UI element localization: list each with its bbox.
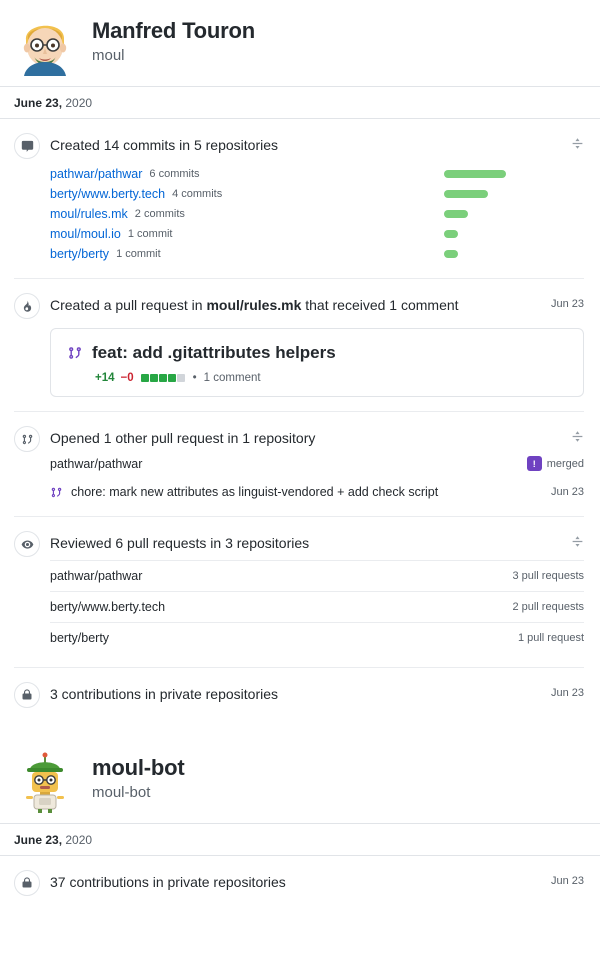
timeline	[0, 119, 600, 719]
commit-bar	[444, 170, 506, 178]
collapse-icon[interactable]	[571, 428, 584, 448]
profile-text	[92, 14, 255, 68]
commit-count: 2 commits	[134, 208, 185, 220]
timeline-item-created-pr	[14, 278, 584, 411]
private-contributions-title: 3 contributions in private repositories	[50, 686, 279, 702]
timeline-item-commits	[14, 119, 584, 278]
lock-icon	[14, 870, 40, 896]
pr-card-title[interactable]: feat: add .gitattributes helpers	[92, 343, 336, 362]
timeline-item-header	[50, 872, 584, 893]
diff-block	[177, 374, 185, 382]
reviewed-repo-row	[50, 560, 584, 591]
opened-pr-repo[interactable]: pathwar/pathwar	[50, 456, 143, 471]
commit-repo-link[interactable]: berty/berty	[50, 247, 110, 261]
avatar[interactable]	[14, 14, 76, 76]
opened-pr-title-text[interactable]: chore: mark new attributes as linguist-vendored + add check script	[71, 485, 439, 499]
timeline-item-header	[50, 684, 584, 705]
meta-separator: •	[192, 372, 197, 384]
eye-icon	[14, 531, 40, 557]
commit-push-icon	[14, 133, 40, 159]
pr-additions: +14	[95, 372, 115, 384]
diff-block	[159, 374, 167, 382]
commit-bar	[444, 190, 488, 198]
reviewed-title: Reviewed 6 pull requests in 3 repositories	[50, 535, 310, 551]
reviewed-count: 3 pull requests	[512, 570, 584, 582]
commit-count: 6 commits	[149, 168, 200, 180]
timeline-item-reviewed	[14, 516, 584, 667]
timeline-item-header	[50, 295, 584, 316]
date-year: 2020	[65, 833, 93, 847]
reviewed-count: 2 pull requests	[512, 601, 584, 613]
commit-count: 1 commit	[116, 248, 161, 260]
pr-comment-count: 1 comment	[203, 372, 261, 384]
commit-count: 1 commit	[127, 228, 173, 240]
timeline-item-private	[14, 667, 584, 719]
commit-row	[50, 224, 584, 244]
timeline-item-private	[14, 856, 584, 907]
reviewed-repo-row	[50, 622, 584, 653]
diff-blocks	[141, 374, 186, 382]
commits-count: 14 commits	[103, 137, 176, 153]
merged-badge-icon: !	[527, 456, 542, 471]
profile-login[interactable]: moul-bot	[92, 784, 151, 802]
git-pull-request-icon	[67, 345, 83, 361]
avatar[interactable]	[14, 751, 76, 813]
timeline-item-opened-pr	[14, 411, 584, 516]
private-contributions-when: Jun 23	[550, 687, 584, 699]
git-pull-request-icon	[14, 426, 40, 452]
date-year: 2020	[65, 96, 93, 110]
commit-row	[50, 184, 584, 204]
commit-bar-wrap	[444, 210, 584, 218]
commits-repo-count: 5 repositories	[193, 137, 279, 153]
profile-header	[0, 0, 600, 86]
profile-name[interactable]: moul-bot	[92, 755, 185, 780]
commit-repo-link[interactable]: moul/rules.mk	[50, 207, 128, 221]
timeline-item-header	[50, 533, 584, 554]
pull-request-card[interactable]	[50, 328, 584, 397]
flame-icon	[14, 293, 40, 319]
pr-deletions: −0	[120, 372, 134, 384]
collapse-icon[interactable]	[571, 533, 584, 553]
created-pr-when: Jun 23	[550, 298, 584, 310]
created-pr-title	[50, 295, 459, 316]
commit-bar	[444, 210, 468, 218]
profile-text	[92, 751, 184, 805]
reviewed-repo[interactable]: berty/www.berty.tech	[50, 600, 166, 614]
diff-block	[141, 374, 149, 382]
commit-bar	[444, 250, 458, 258]
pr-card-meta	[95, 372, 567, 384]
section-spacer	[0, 719, 600, 737]
commits-title-prefix: Created	[50, 137, 104, 153]
opened-pr-repo-row	[50, 449, 584, 478]
reviewed-repo-row	[50, 591, 584, 622]
reviewed-count: 1 pull request	[517, 632, 584, 644]
date-month-day: June 23,	[14, 833, 63, 847]
lock-icon	[14, 682, 40, 708]
commits-title	[50, 135, 278, 156]
commit-bar	[444, 230, 458, 238]
reviewed-repo-list	[50, 560, 584, 653]
commits-list	[50, 164, 584, 264]
created-pr-title-tail: that received 1 comment	[301, 297, 459, 313]
commit-count: 4 commits	[172, 188, 223, 200]
profile-name[interactable]: Manfred Touron	[92, 18, 255, 43]
commit-bar-wrap	[444, 250, 584, 258]
timeline-item-header	[50, 428, 584, 449]
date-separator	[0, 823, 600, 856]
commit-row	[50, 164, 584, 184]
merged-label: merged	[546, 457, 584, 470]
commit-bar-wrap	[444, 190, 584, 198]
timeline-item-header	[50, 135, 584, 156]
date-month-day: June 23,	[14, 96, 63, 110]
reviewed-repo[interactable]: pathwar/pathwar	[50, 569, 143, 583]
commit-repo-link[interactable]: pathwar/pathwar	[50, 167, 143, 181]
profile-header-bot	[0, 737, 600, 823]
reviewed-repo[interactable]: berty/berty	[50, 631, 110, 645]
commit-bar-wrap	[444, 170, 584, 178]
private-contributions-title: 37 contributions in private repositories	[50, 874, 286, 890]
diff-block	[168, 374, 176, 382]
commit-repo-link[interactable]: moul/moul.io	[50, 227, 121, 241]
commit-row	[50, 244, 584, 264]
commit-bar-wrap	[444, 230, 584, 238]
created-pr-repo[interactable]: moul/rules.mk	[206, 297, 302, 313]
created-pr-title-prefix: Created a pull request in	[50, 297, 207, 313]
commit-repo-link[interactable]: berty/www.berty.tech	[50, 187, 166, 201]
pr-card-title-row	[67, 343, 567, 363]
opened-pr-title: Opened 1 other pull request in 1 repository	[50, 430, 316, 446]
diff-block	[150, 374, 158, 382]
commit-row	[50, 204, 584, 224]
opened-pr-line	[50, 478, 584, 502]
profile-login[interactable]: moul	[92, 47, 125, 65]
timeline-bot	[0, 856, 600, 907]
git-pull-request-icon	[50, 486, 63, 499]
private-contributions-when: Jun 23	[550, 875, 584, 887]
opened-pr-when: Jun 23	[550, 486, 584, 498]
collapse-icon[interactable]	[571, 135, 584, 155]
opened-pr-status	[527, 456, 584, 471]
commits-title-mid: in	[175, 137, 194, 153]
date-separator	[0, 86, 600, 119]
